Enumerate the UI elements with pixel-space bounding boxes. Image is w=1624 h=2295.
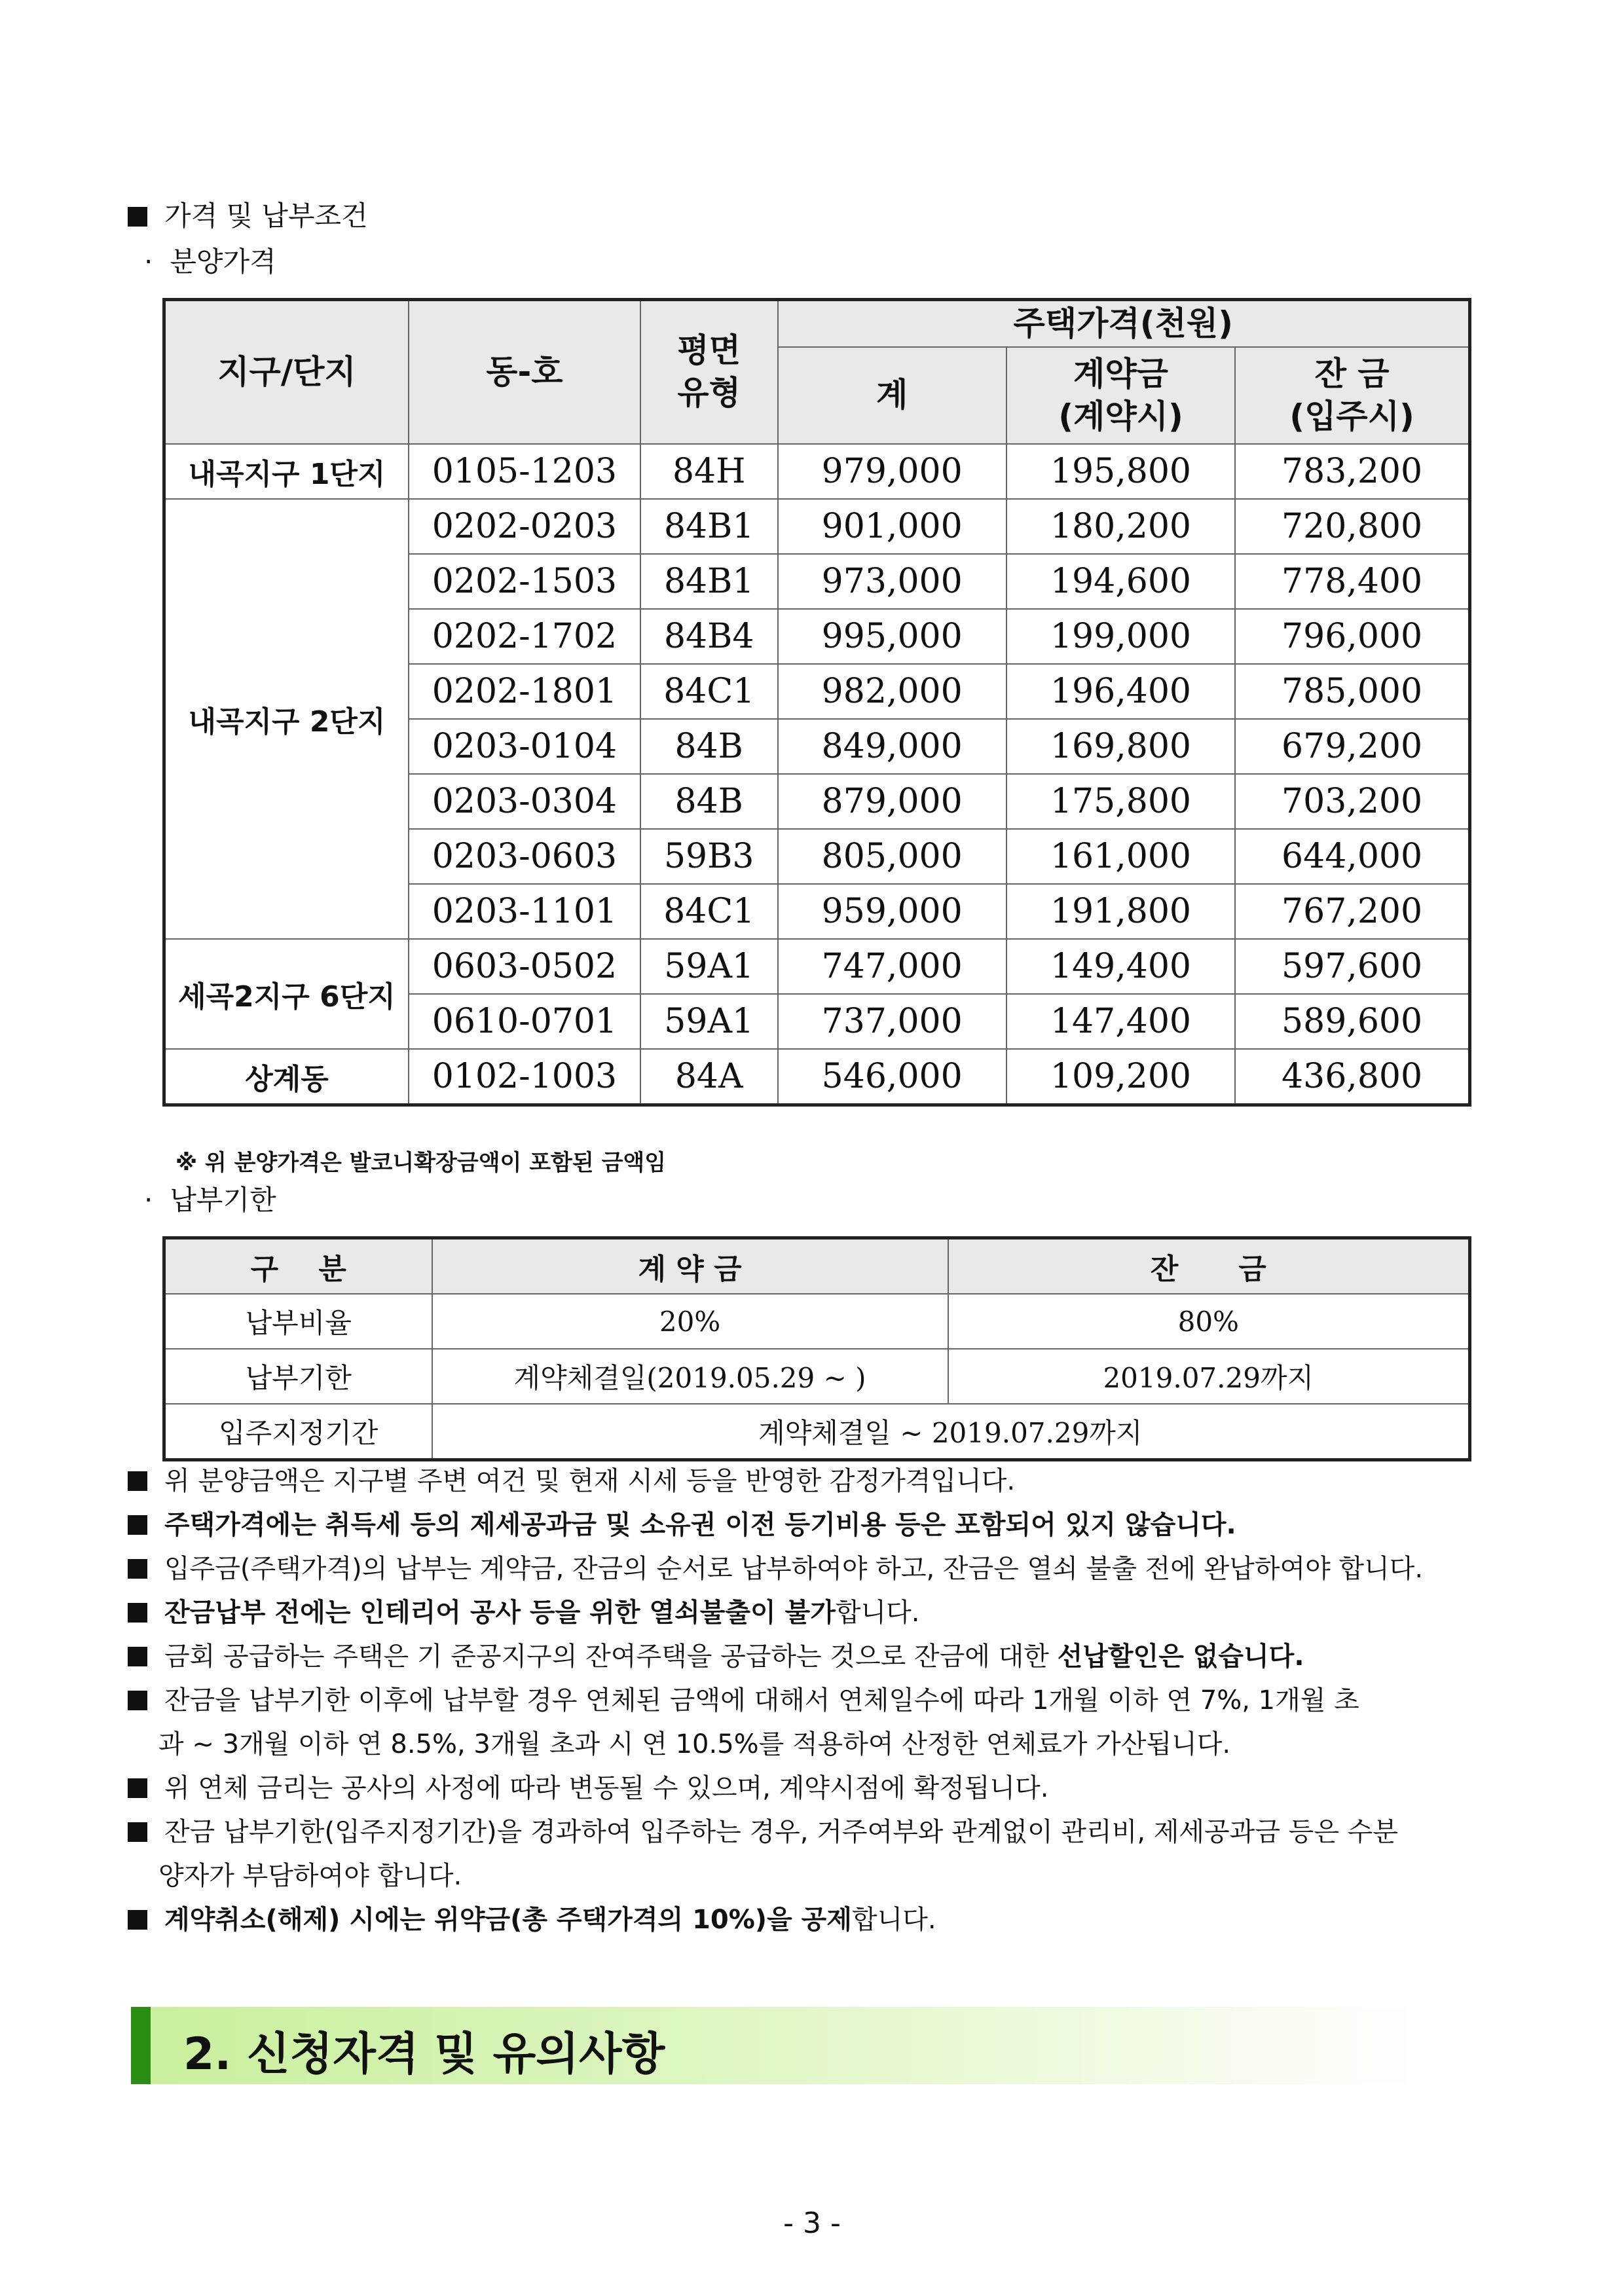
balance-cell: 767,200 bbox=[1235, 884, 1469, 939]
total-cell: 747,000 bbox=[778, 939, 1006, 994]
zone-cell: 상계동 bbox=[164, 1049, 409, 1105]
deposit-cell: 149,400 bbox=[1006, 939, 1235, 994]
type-cell: 84B bbox=[640, 774, 778, 829]
balance-cell: 720,800 bbox=[1235, 499, 1469, 554]
deposit-cell: 194,600 bbox=[1006, 554, 1235, 609]
bullet-item: 입주금(주택가격)의 납부는 계약금, 잔금의 순서로 납부하여야 하고, 잔금은 열쇠 불출 전에 완납하여야 합니다. bbox=[128, 1553, 1423, 1585]
unit-cell: 0610-0701 bbox=[409, 994, 640, 1049]
deposit-cell: 147,400 bbox=[1006, 994, 1235, 1049]
unit-cell: 0105-1203 bbox=[409, 444, 640, 499]
section-title: 2. 신청자격 및 유의사항 bbox=[183, 2029, 665, 2080]
subheading-payment-deadline: · 납부기한 bbox=[144, 1184, 276, 1216]
balance-cell: 644,000 bbox=[1235, 829, 1469, 884]
total-cell: 973,000 bbox=[778, 554, 1006, 609]
type-cell: 84B1 bbox=[640, 499, 778, 554]
total-cell: 805,000 bbox=[778, 829, 1006, 884]
square-bullet-icon bbox=[128, 1647, 147, 1666]
total-cell: 546,000 bbox=[778, 1049, 1006, 1105]
balance-cell: 80% bbox=[948, 1294, 1470, 1349]
zone-cell: 내곡지구 1단지 bbox=[164, 444, 409, 499]
square-bullet-icon bbox=[128, 1778, 147, 1798]
unit-cell: 0202-0203 bbox=[409, 499, 640, 554]
deposit-cell: 계약체결일(2019.05.29 ~ ) bbox=[432, 1349, 948, 1404]
zone-cell: 내곡지구 2단지 bbox=[164, 499, 409, 939]
bullet-item: 금회 공급하는 주택은 기 준공지구의 잔여주택을 공급하는 것으로 잔금에 대한 선납할인은 없습니다. bbox=[128, 1641, 1304, 1672]
bullet-item: 잔금납부 전에는 인테리어 공사 등을 위한 열쇠불출이 불가합니다. bbox=[128, 1597, 919, 1628]
section-accent-bar bbox=[131, 2007, 151, 2084]
header-type: 평면 유형 bbox=[640, 300, 778, 444]
bullet-item: 잔금을 납부기한 이후에 납부할 경우 연체된 금액에 대해서 연체일수에 따라 1개월 이하 연 7%, 1개월 초 bbox=[128, 1685, 1359, 1716]
balance-cell: 679,200 bbox=[1235, 719, 1469, 774]
table-row bbox=[164, 939, 1470, 994]
bullet-item: 잔금 납부기한(입주지정기간)을 경과하여 입주하는 경우, 거주여부와 관계없이 관리비, 제세공과금 등은 수분 bbox=[128, 1816, 1398, 1848]
total-cell: 959,000 bbox=[778, 884, 1006, 939]
total-cell: 995,000 bbox=[778, 609, 1006, 664]
middle-dot-icon: · bbox=[144, 246, 153, 278]
table-row bbox=[164, 1294, 1470, 1349]
deposit-cell: 109,200 bbox=[1006, 1049, 1235, 1105]
row-label: 납부기한 bbox=[164, 1349, 432, 1404]
header-total: 계 bbox=[778, 347, 1006, 444]
header-deposit: 계 약 금 bbox=[432, 1238, 948, 1294]
square-bullet-icon bbox=[128, 1603, 147, 1623]
bullet-item: 위 연체 금리는 공사의 사정에 따라 변동될 수 있으며, 계약시점에 확정됩니다. bbox=[128, 1772, 1048, 1804]
zone-cell: 세곡2지구 6단지 bbox=[164, 939, 409, 1049]
type-cell: 84B1 bbox=[640, 554, 778, 609]
total-cell: 982,000 bbox=[778, 664, 1006, 719]
balance-cell: 778,400 bbox=[1235, 554, 1469, 609]
bullet-item: 주택가격에는 취득세 등의 제세공과금 및 소유권 이전 등기비용 등은 포함되어 있지 않습니다. bbox=[128, 1509, 1236, 1541]
square-bullet-icon bbox=[128, 207, 147, 227]
deposit-cell: 175,800 bbox=[1006, 774, 1235, 829]
section-header bbox=[131, 2007, 1441, 2084]
deposit-cell: 169,800 bbox=[1006, 719, 1235, 774]
bullet-item: 계약취소(해제) 시에는 위약금(총 주택가격의 10%)을 공제합니다. bbox=[128, 1904, 936, 1936]
deposit-cell: 161,000 bbox=[1006, 829, 1235, 884]
unit-cell: 0203-0304 bbox=[409, 774, 640, 829]
unit-cell: 0603-0502 bbox=[409, 939, 640, 994]
total-cell: 737,000 bbox=[778, 994, 1006, 1049]
middle-dot-icon: · bbox=[144, 1184, 153, 1216]
unit-cell: 0203-0603 bbox=[409, 829, 640, 884]
header-unit: 동-호 bbox=[409, 300, 640, 444]
total-cell: 849,000 bbox=[778, 719, 1006, 774]
sale-price-table bbox=[162, 298, 1471, 1107]
deposit-cell: 191,800 bbox=[1006, 884, 1235, 939]
type-cell: 59B3 bbox=[640, 829, 778, 884]
balance-cell: 796,000 bbox=[1235, 609, 1469, 664]
heading-price-conditions: 가격 및 납부조건 bbox=[128, 200, 368, 232]
movein-period-cell: 계약체결일 ~ 2019.07.29까지 bbox=[432, 1404, 1470, 1460]
square-bullet-icon bbox=[128, 1559, 147, 1579]
square-bullet-icon bbox=[128, 1910, 147, 1930]
type-cell: 84A bbox=[640, 1049, 778, 1105]
unit-cell: 0202-1503 bbox=[409, 554, 640, 609]
subheading-sale-price: · 분양가격 bbox=[144, 246, 276, 278]
total-cell: 901,000 bbox=[778, 499, 1006, 554]
bullet-continuation: 과 ~ 3개월 이하 연 8.5%, 3개월 초과 시 연 10.5%를 적용하여 산정한 연체료가 가산됩니다. bbox=[158, 1729, 1231, 1759]
balance-cell: 589,600 bbox=[1235, 994, 1469, 1049]
bullet-item: 위 분양금액은 지구별 주변 여건 및 현재 시세 등을 반영한 감정가격입니다. bbox=[128, 1465, 1015, 1497]
header-balance: 잔 금 (입주시) bbox=[1235, 347, 1469, 444]
square-bullet-icon bbox=[128, 1471, 147, 1491]
unit-cell: 0203-0104 bbox=[409, 719, 640, 774]
price-note: ※ 위 분양가격은 발코니확장금액이 포함된 금액임 bbox=[175, 1150, 667, 1176]
row-label: 입주지정기간 bbox=[164, 1404, 432, 1460]
unit-cell: 0203-1101 bbox=[409, 884, 640, 939]
header-balance: 잔 금 bbox=[948, 1238, 1470, 1294]
table-row bbox=[164, 499, 1470, 554]
balance-cell: 2019.07.29까지 bbox=[948, 1349, 1470, 1404]
unit-cell: 0202-1702 bbox=[409, 609, 640, 664]
header-category: 구 분 bbox=[164, 1238, 432, 1294]
table-row bbox=[164, 1049, 1470, 1105]
square-bullet-icon bbox=[128, 1822, 147, 1842]
row-label: 납부비율 bbox=[164, 1294, 432, 1349]
type-cell: 84C1 bbox=[640, 664, 778, 719]
balance-cell: 703,200 bbox=[1235, 774, 1469, 829]
type-cell: 84B bbox=[640, 719, 778, 774]
table-row bbox=[164, 1349, 1470, 1404]
square-bullet-icon bbox=[128, 1515, 147, 1535]
header-deposit: 계약금 (계약시) bbox=[1006, 347, 1235, 444]
header-zone: 지구/단지 bbox=[164, 300, 409, 444]
deposit-cell: 196,400 bbox=[1006, 664, 1235, 719]
unit-cell: 0202-1801 bbox=[409, 664, 640, 719]
type-cell: 59A1 bbox=[640, 994, 778, 1049]
balance-cell: 436,800 bbox=[1235, 1049, 1469, 1105]
deposit-cell: 199,000 bbox=[1006, 609, 1235, 664]
square-bullet-icon bbox=[128, 1691, 147, 1710]
type-cell: 84H bbox=[640, 444, 778, 499]
balance-cell: 783,200 bbox=[1235, 444, 1469, 499]
bullet-continuation: 양자가 부담하여야 합니다. bbox=[158, 1861, 462, 1891]
type-cell: 59A1 bbox=[640, 939, 778, 994]
unit-cell: 0102-1003 bbox=[409, 1049, 640, 1105]
total-cell: 979,000 bbox=[778, 444, 1006, 499]
deposit-cell: 20% bbox=[432, 1294, 948, 1349]
deposit-cell: 180,200 bbox=[1006, 499, 1235, 554]
type-cell: 84B4 bbox=[640, 609, 778, 664]
page-number: - 3 - bbox=[783, 2207, 841, 2240]
table-row bbox=[164, 1404, 1470, 1460]
payment-terms-table bbox=[162, 1236, 1471, 1461]
total-cell: 879,000 bbox=[778, 774, 1006, 829]
table-row bbox=[164, 444, 1470, 499]
balance-cell: 597,600 bbox=[1235, 939, 1469, 994]
balance-cell: 785,000 bbox=[1235, 664, 1469, 719]
type-cell: 84C1 bbox=[640, 884, 778, 939]
deposit-cell: 195,800 bbox=[1006, 444, 1235, 499]
header-price-group: 주택가격(천원) bbox=[778, 300, 1470, 347]
